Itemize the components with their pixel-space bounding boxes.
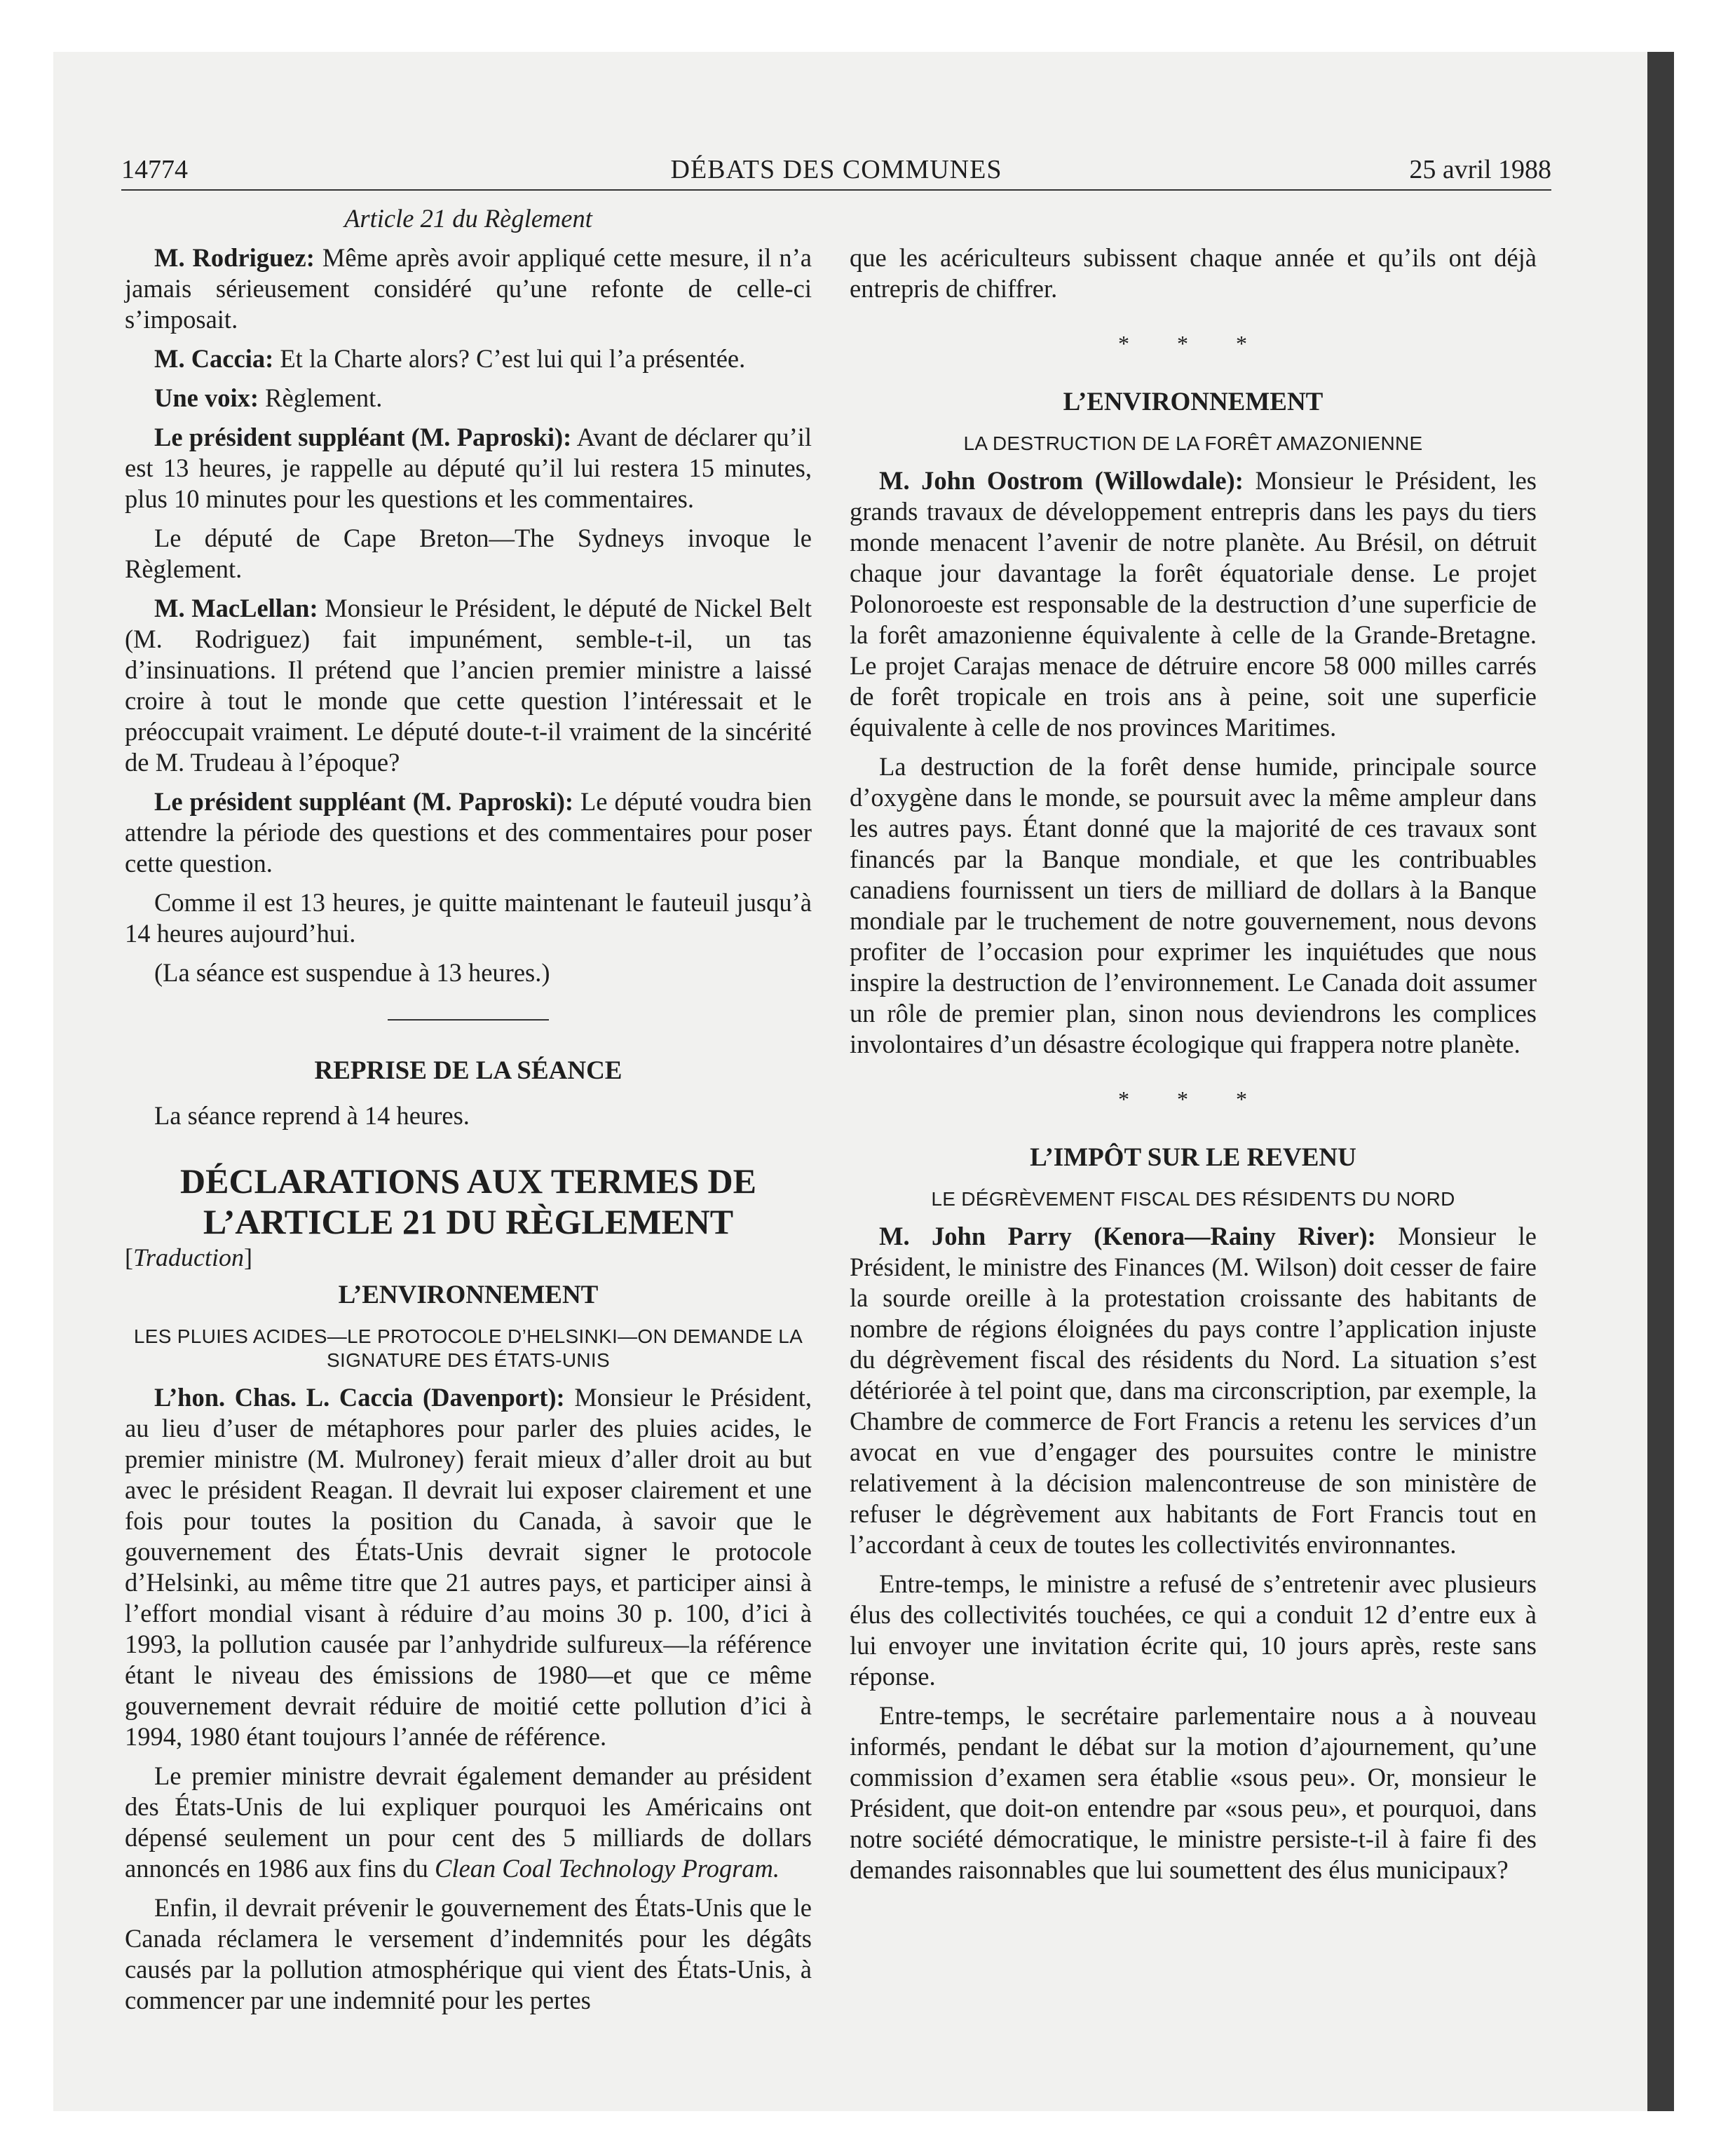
subheading: LA DESTRUCTION DE LA FORÊT AMAZONIENNE (963, 432, 1423, 454)
translation-note: [Traduction] (125, 1243, 253, 1271)
paragraph: La séance reprend à 14 heures. (154, 1101, 470, 1130)
paragraph: Comme il est 13 heures, je quitte maintenant le fauteuil jusqu’à 14 heures aujourd’hui. (125, 888, 812, 948)
section-separator: * * * (1118, 331, 1268, 356)
speaker-name: Une voix: (154, 383, 259, 412)
paragraph: que les acériculteurs subissent chaque année et qu’ils ont déjà entrepris de chiffrer. (850, 243, 1537, 303)
speaker-name: M. Rodriguez: (154, 243, 315, 272)
page-number: 14774 (121, 155, 188, 184)
section-heading: L’ENVIRONNEMENT (1063, 388, 1324, 416)
paragraph: M. John Oostrom (Willowdale): Monsieur le Président, les grands travaux de développement entrepris dans les pays du tiers monde menacent l’avenir de notre planète. Au Brésil, on détruit chaque jour davantage la forêt équatoriale dense. Le projet Polonoroeste est responsable de la destruction d’une superficie de la forêt amazonienne équivalente à celle de la Grande-Bretagne. Le projet Carajas menace de détruire encore 58 000 milles carrés de forêt tropicale en trois ans à peine, soit une superficie équivalente à celle de nos provinces Maritimes. (850, 466, 1537, 742)
publication-title: DÉBATS DES COMMUNES (670, 155, 1002, 184)
paragraph: Le député de Cape Breton—The Sydneys invoque le Règlement. (125, 524, 812, 583)
speaker-name: M. Caccia: (154, 344, 274, 373)
divider-rule (388, 1019, 549, 1021)
paragraph: Enfin, il devrait prévenir le gouvernement des États-Unis que le Canada réclamera le versement d’indemnités pour les dégâts causés par la pollution atmosphérique qui vient des États-Unis, à commencer par une indemnité pour les pertes (125, 1893, 812, 2014)
speaker-name: M. John Oostrom (Willowdale): (879, 466, 1244, 495)
subheading: LES PLUIES ACIDES—LE PROTOCOLE D’HELSINKI—ON DEMANDE LA SIGNATURE DES ÉTATS-UNIS (133, 1325, 803, 1371)
section-separator: * * * (1118, 1086, 1268, 1112)
paragraph: M. John Parry (Kenora—Rainy River): Monsieur le Président, le ministre des Finances (M. Wilson) doit cesser de faire la sourde oreille à la protestation croissante des habitants de nombre de régions éloignées du pays contre l’application injuste du dégrèvement fiscal des résidents du Nord. La situation s’est détériorée à tel point que, dans ma circonscription, par exemple, la Chambre de commerce de Fort Francis a retenu les services d’un avocat en vue d’engager des poursuites contre le ministre relativement à la décision malencontreuse de son ministère de refuser le dégrèvement aux habitants de Fort Francis tout en l’accordant à ceux de toutes les collectivités environnantes. (850, 1222, 1537, 1559)
paragraph: La destruction de la forêt dense humide, principale source d’oxygène dans le monde, se poursuit avec la même ampleur dans les autres pays. Étant donné que la majorité de ces travaux sont financés par la Banque mondiale, et que les contribuables canadiens fournissent un tiers de milliard de dollars à la Banque mondiale par le truchement de notre gouvernement, nous devons profiter de l’occasion pour exprimer les inquiétudes que nous inspire la destruction de l’environnement. Le Canada doit assumer un rôle de premier plan, sinon nous deviendrons les complices involontaires d’un désastre écologique qui frappera notre planète. (850, 752, 1537, 1058)
speaker-name: L’hon. Chas. L. Caccia (Davenport): (154, 1383, 565, 1412)
paragraph: Le président suppléant (M. Paproski): Avant de déclarer qu’il est 13 heures, je rappelle au député qu’il lui restera 15 minutes, plus 10 minutes pour les questions et les commentaires. (125, 423, 812, 513)
paragraph: Le président suppléant (M. Paproski): Le député voudra bien attendre la période des questions et des commentaires pour poser cette question. (125, 787, 812, 878)
right-column (850, 243, 1537, 1894)
section-label: Article 21 du Règlement (344, 204, 592, 233)
paragraph: M. MacLellan: Monsieur le Président, le député de Nickel Belt (M. Rodriguez) fait impunément, semble-t-il, un tas d’insinuations. Il prétend que l’ancien premier ministre a laissé croire à tout le monde que cette question l’intéressait et le préoccupait vraiment. Le député doute-t-il vraiment de la sincérité de M. Trudeau à l’époque? (125, 594, 812, 777)
section-heading: REPRISE DE LA SÉANCE (314, 1056, 622, 1085)
paragraph: Une voix: Règlement. (154, 383, 383, 412)
paragraph: Entre-temps, le ministre a refusé de s’entretenir avec plusieurs élus des collectivités touchées, ce qui a conduit 12 d’entre eux à lui envoyer une invitation écrite qui, 10 jours après, reste sans réponse. (850, 1569, 1537, 1691)
paragraph: M. Caccia: Et la Charte alors? C’est lui qui l’a présentée. (154, 344, 746, 373)
speaker-name: Le président suppléant (M. Paproski): (154, 787, 574, 816)
speaker-name: M. John Parry (Kenora—Rainy River): (879, 1222, 1376, 1250)
binding-edge (1647, 52, 1674, 2111)
speaker-name: M. MacLellan: (154, 594, 318, 622)
paragraph: M. Rodriguez: Même après avoir appliqué cette mesure, il n’a jamais sérieusement considéré qu’une refonte de celle-ci s’imposait. (125, 243, 812, 334)
major-title: DÉCLARATIONS AUX TERMES DE L’ARTICLE 21 DU RÈGLEMENT (180, 1161, 756, 1241)
paragraph: Le premier ministre devrait également demander au président des États-Unis de lui expliquer pourquoi les Américains ont dépensé seulement un pour cent des 5 milliards de dollars annoncés en 1986 aux fins du Clean Coal Technology Program. (125, 1761, 812, 1883)
publication-date: 25 avril 1988 (1409, 155, 1551, 184)
left-column (125, 200, 812, 2024)
speaker-name: Le président suppléant (M. Paproski): (154, 423, 572, 451)
paragraph: L’hon. Chas. L. Caccia (Davenport): Monsieur le Président, au lieu d’user de métaphores pour parler des pluies acides, le premier ministre (M. Mulroney) ferait mieux d’aller droit au but avec le président Reagan. Il devrait lui exposer clairement et une fois pour toutes la position du Canada, à savoir que le gouvernement des États-Unis devrait signer le protocole d’Helsinki, au même titre que 21 autres pays, et participer ainsi à l’effort mondial visant à réduire d’au moins 30 p. 100, d’ici à 1993, la pollution causée par l’anhydride sulfureux—la référence étant le niveau des émissions de 1980—et que ce même gouvernement devrait réduire de moitié cette pollution d’ici à 1994, 1980 étant toujours l’année de référence. (125, 1383, 812, 1751)
page-header (121, 153, 1551, 191)
section-heading: L’IMPÔT SUR LE REVENU (1030, 1143, 1356, 1172)
subheading: LE DÉGRÈVEMENT FISCAL DES RÉSIDENTS DU NORD (931, 1188, 1455, 1210)
section-heading: L’ENVIRONNEMENT (338, 1281, 599, 1309)
paragraph: (La séance est suspendue à 13 heures.) (154, 958, 550, 987)
paragraph: Entre-temps, le secrétaire parlementaire nous a à nouveau informés, pendant le débat sur la motion d’ajournement, qu’une commission d’examen sera établie «sous peu». Or, monsieur le Président, que doit-on entendre par «sous peu», et pourquoi, dans notre société démocratique, le ministre persiste-t-il à faire fi des demandes raisonnables que lui soumettent des élus municipaux? (850, 1701, 1537, 1884)
